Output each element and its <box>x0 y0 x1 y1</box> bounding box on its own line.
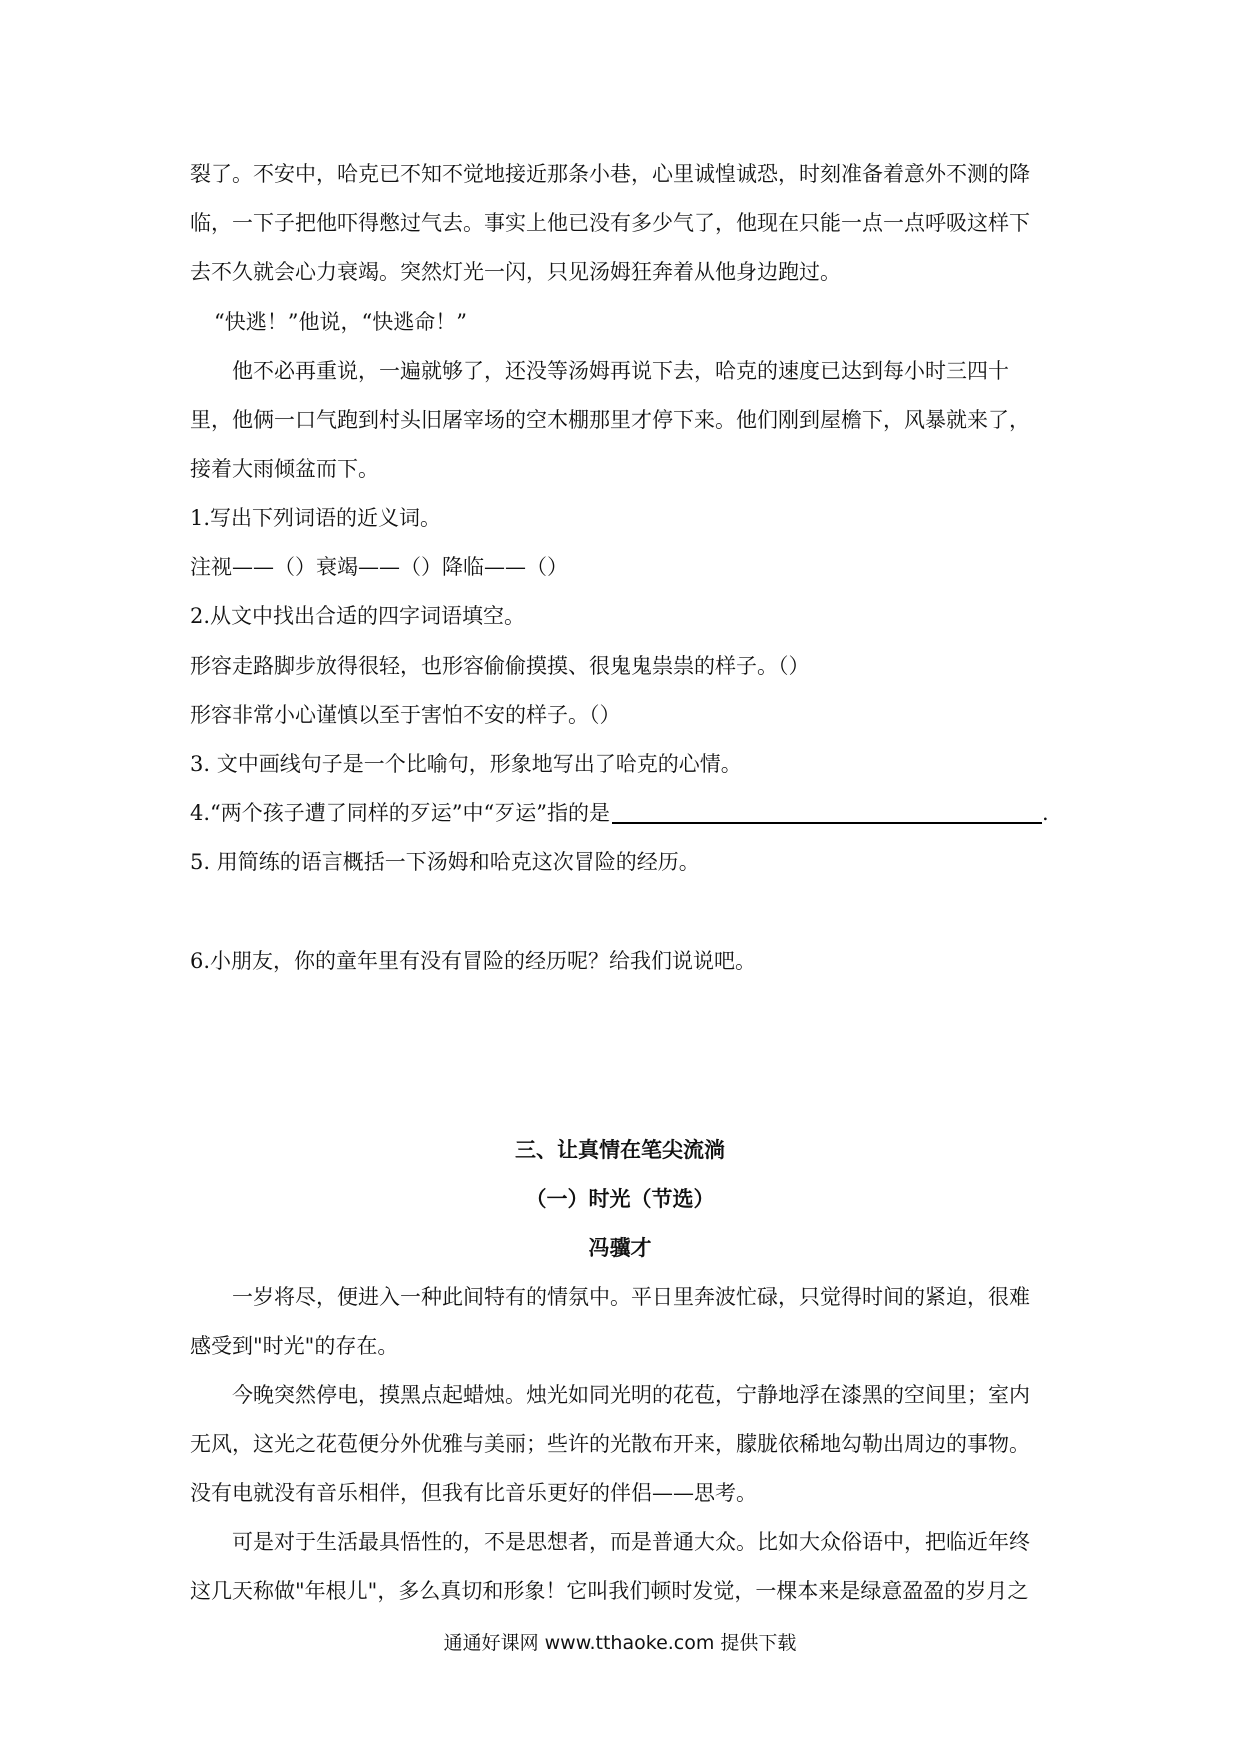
question-3: 3. 文中画线句子是一个比喻句，形象地写出了哈克的心情。 <box>190 752 742 776</box>
question-4-text: 4.“两个孩子遭了同样的歹运”中“歹运”指的是 <box>190 801 610 825</box>
question-4-end: . <box>1041 801 1049 825</box>
question-1-items: 注视——（）衰竭——（）降临——（） <box>190 555 568 579</box>
passage-line: 没有电就没有音乐相伴，但我有比音乐更好的伴侣——思考。 <box>190 1481 757 1505</box>
question-6: 6.小朋友，你的童年里有没有冒险的经历呢？给我们说说吧。 <box>190 949 757 973</box>
passage-line: 接着大雨倾盆而下。 <box>190 457 379 481</box>
passage-line: 临，一下子把他吓得憋过气去。事实上他已没有多少气了，他现在只能一点一点呼吸这样下 <box>190 211 1030 235</box>
passage-line: 这几天称做"年根儿"，多么真切和形象！它叫我们顿时发觉，一棵本来是绿意盈盈的岁月之 <box>190 1579 1029 1603</box>
question-2-b: 形容非常小心谨慎以至于害怕不安的样子。（） <box>190 703 621 727</box>
passage-line: 可是对于生活最具悟性的，不是思想者，而是普通大众。比如大众俗语中，把临近年终 <box>232 1530 1030 1554</box>
passage-line: 去不久就会心力衰竭。突然灯光一闪，只见汤姆狂奔着从他身边跑过。 <box>190 260 841 284</box>
passage-line: 里，他俩一口气跑到村头旧屠宰场的空木棚那里才停下来。他们刚到屋檐下，风暴就来了， <box>190 408 1030 432</box>
passage-line: 裂了。不安中，哈克已不知不觉地接近那条小巷，心里诚惶诚恐，时刻准备着意外不测的降 <box>190 162 1030 186</box>
question-4 <box>190 789 1060 837</box>
answer-blank <box>612 796 1042 824</box>
footer-text: 通通好课网 www.tthaoke.com 提供下载 <box>443 1632 797 1654</box>
section-title: 三、让真情在笔尖流淌 <box>515 1137 725 1162</box>
question-2: 2.从文中找出合适的四字词语填空。 <box>190 604 526 628</box>
passage-line: 无风，这光之花苞便分外优雅与美丽；些许的光散布开来，朦胧依稀地勾勒出周边的事物。 <box>190 1432 1030 1456</box>
author: 冯骥才 <box>588 1235 652 1260</box>
question-2-a: 形容走路脚步放得很轻，也形容偷偷摸摸、很鬼鬼祟祟的样子。（） <box>190 654 810 678</box>
section-subtitle: （一）时光（节选） <box>525 1186 715 1211</box>
passage-line: “快逃！”他说，“快逃命！” <box>214 310 467 334</box>
question-5: 5. 用简练的语言概括一下汤姆和哈克这次冒险的经历。 <box>190 850 700 874</box>
passage-line: 他不必再重说，一遍就够了，还没等汤姆再说下去，哈克的速度已达到每小时三四十 <box>232 359 1009 383</box>
passage-line: 感受到"时光"的存在。 <box>190 1334 399 1358</box>
passage-line: 今晚突然停电，摸黑点起蜡烛。烛光如同光明的花苞，宁静地浮在漆黑的空间里；室内 <box>232 1383 1030 1407</box>
passage-line: 一岁将尽，便进入一种此间特有的情氛中。平日里奔波忙碌，只觉得时间的紧迫，很难 <box>232 1285 1030 1309</box>
question-1: 1.写出下列词语的近义词。 <box>190 506 442 530</box>
